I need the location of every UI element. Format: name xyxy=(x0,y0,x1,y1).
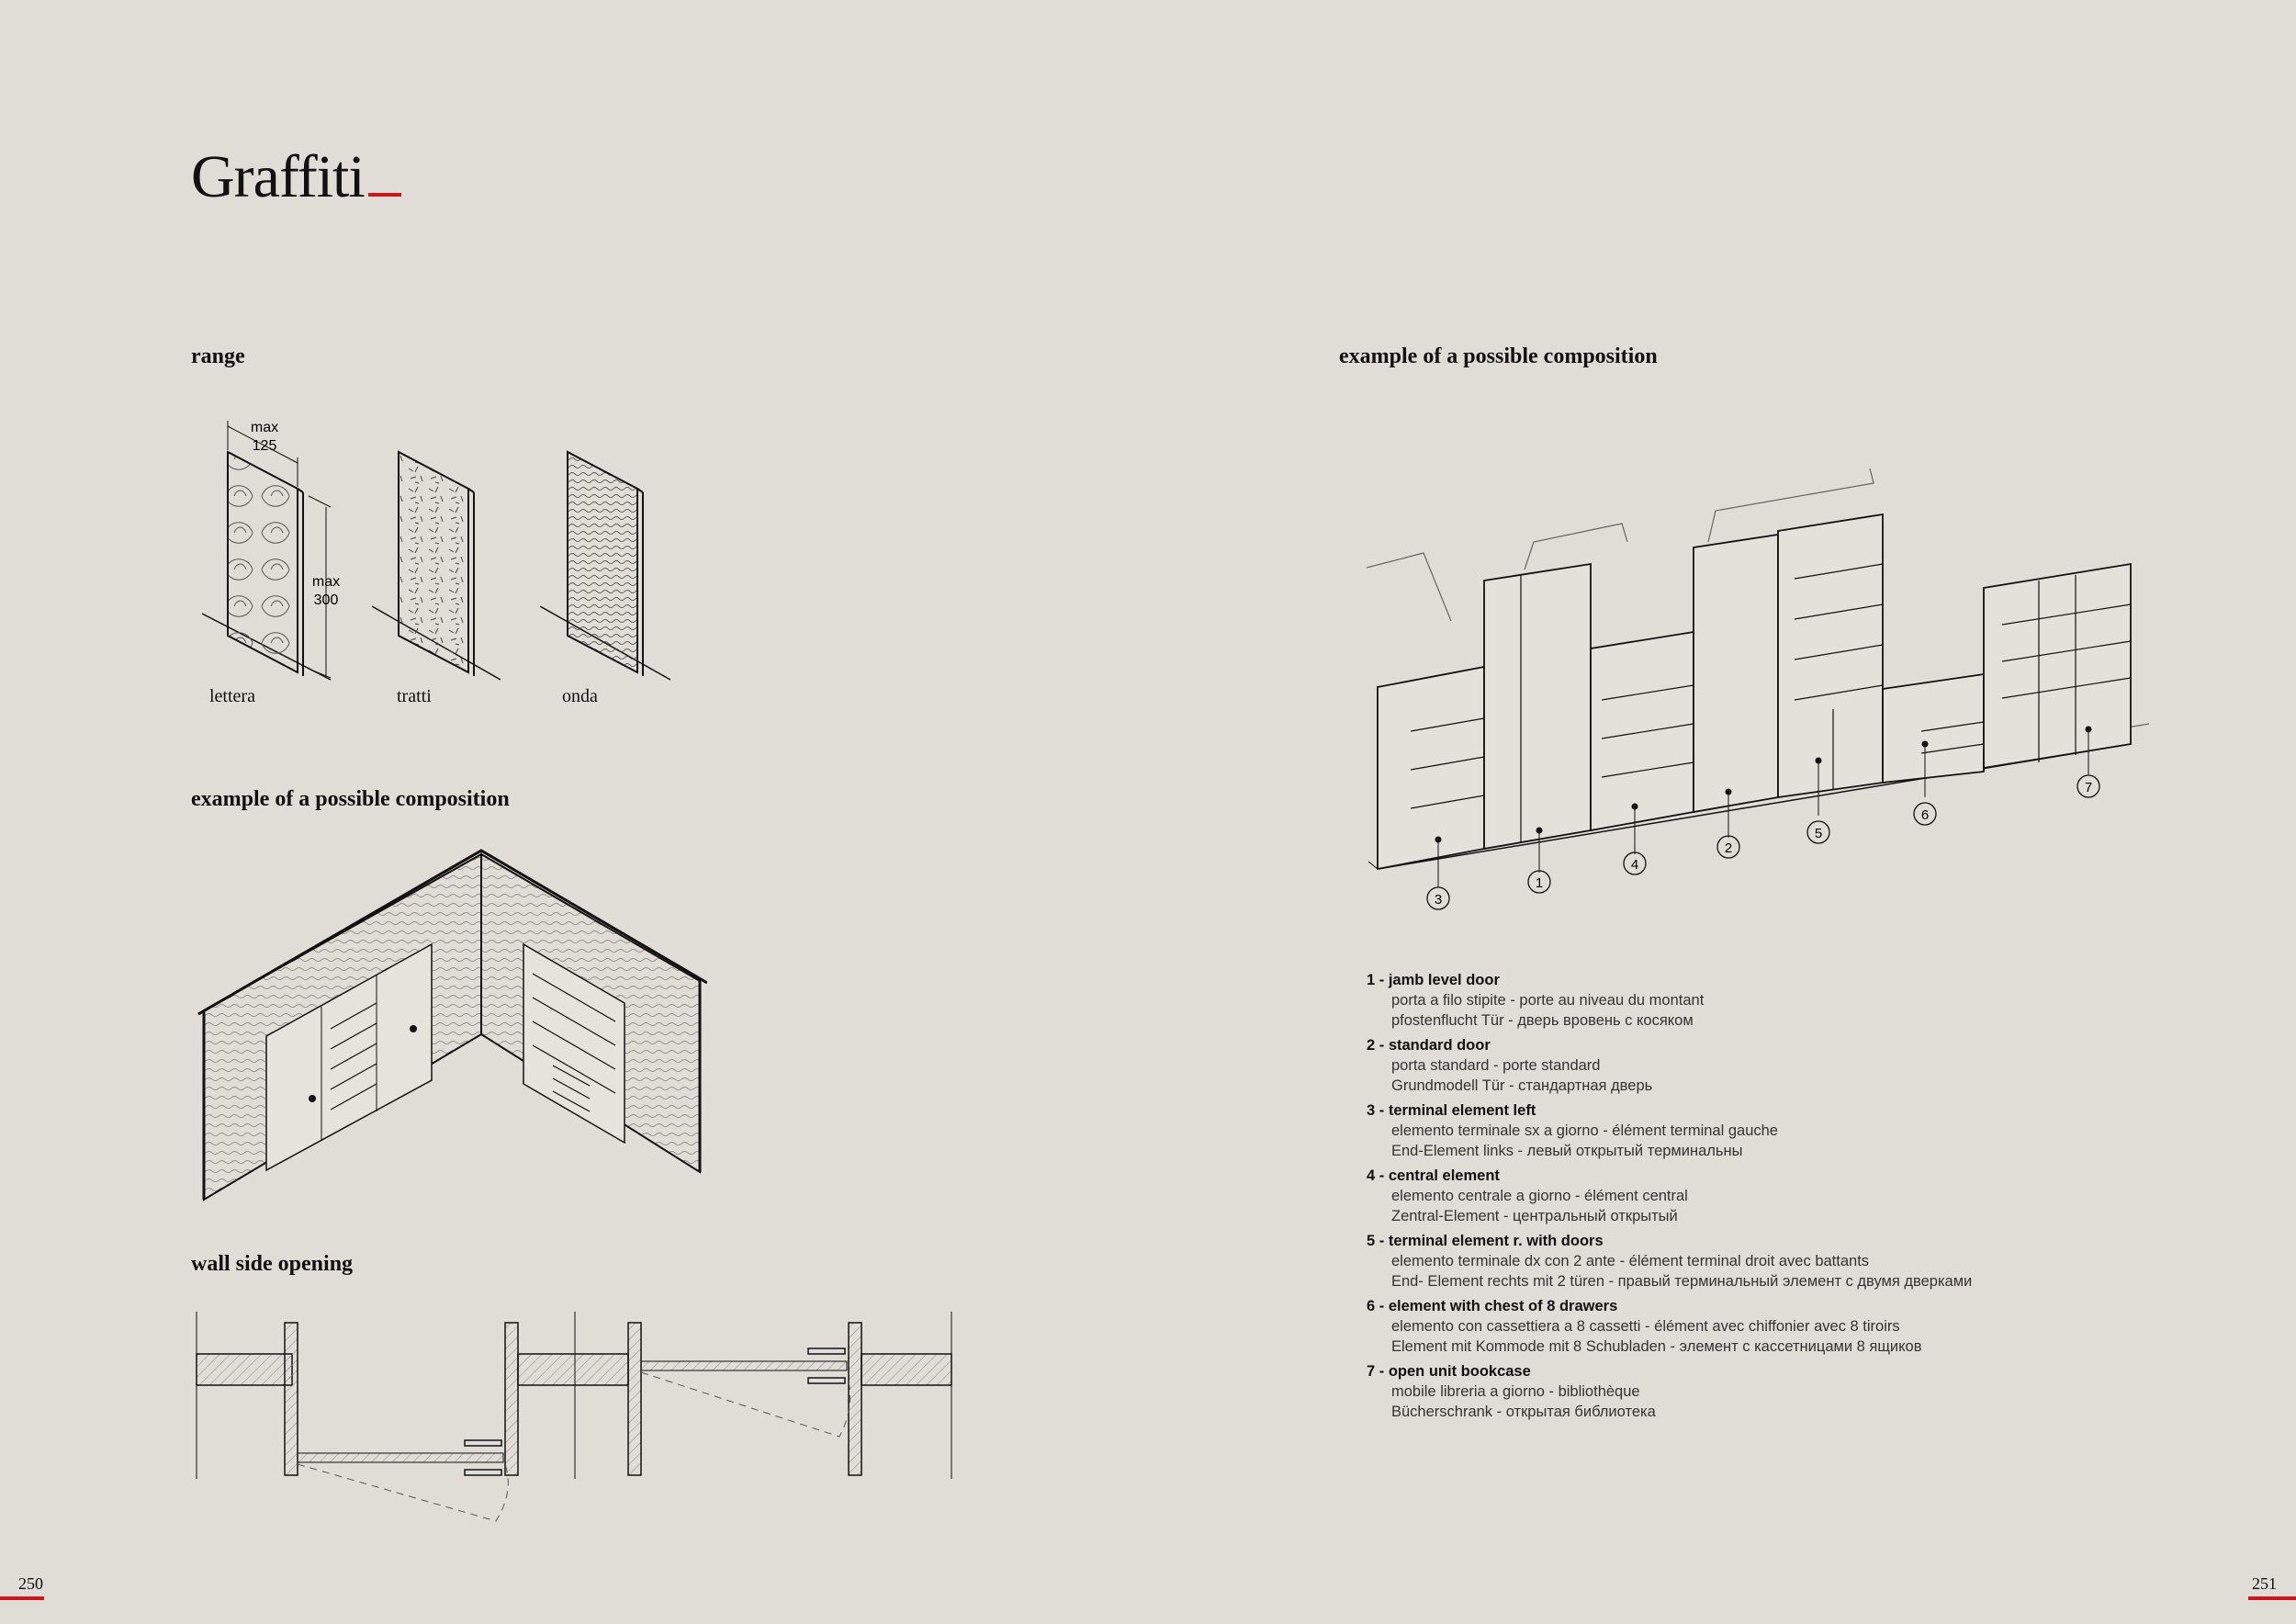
legend-item-line: Element mit Kommode mit 8 Schubladen - элемент с кассетницами 8 ящиков xyxy=(1391,1338,1922,1355)
legend-item-title: 2 - standard door xyxy=(1367,1037,1491,1054)
legend-item-title: 5 - terminal element r. with doors xyxy=(1367,1233,1604,1249)
legend-item xyxy=(1367,1035,2065,1096)
legend-item xyxy=(1367,1166,2065,1226)
composition-legend xyxy=(1367,970,2065,1427)
variant-label-lettera: lettera xyxy=(209,686,255,706)
legend-item-line: elemento centrale a giorno - élément central xyxy=(1391,1188,1688,1204)
legend-item-line: elemento terminale sx a giorno - élément terminal gauche xyxy=(1391,1122,1778,1139)
range-heading: range xyxy=(191,344,245,368)
legend-item xyxy=(1367,970,2065,1031)
legend-item-title: 6 - element with chest of 8 drawers xyxy=(1367,1298,1618,1314)
dim-width-value: 125 xyxy=(252,438,277,454)
variant-label-tratti: tratti xyxy=(397,686,432,706)
panel-tratti xyxy=(399,452,468,672)
legend-item-title: 3 - terminal element left xyxy=(1367,1102,1536,1119)
page-title xyxy=(191,143,401,210)
legend-item xyxy=(1367,1361,2065,1422)
legend-item-title: 4 - central element xyxy=(1367,1167,1500,1184)
legend-item xyxy=(1367,1100,2065,1161)
dim-width-label: max xyxy=(250,420,279,435)
legend-item-line: porta standard - porte standard xyxy=(1391,1057,1601,1074)
legend-item-line: Bücherschrank - открытая библиотека xyxy=(1391,1404,1656,1420)
panel-onda xyxy=(568,452,637,672)
page-number-left-underline xyxy=(0,1596,44,1600)
variant-label-onda: onda xyxy=(562,686,598,706)
legend-item-line: elemento terminale dx con 2 ante - élément terminal droit avec battants xyxy=(1391,1253,1870,1269)
dim-height-label: max xyxy=(311,574,341,590)
panel-lettera xyxy=(228,452,298,672)
page-number-right: 251 xyxy=(2252,1574,2277,1593)
page-number-right-underline xyxy=(2248,1596,2296,1600)
legend-item-title: 1 - jamb level door xyxy=(1367,972,1500,988)
callout-5: 5 xyxy=(1814,826,1823,841)
dim-height-value: 300 xyxy=(313,592,339,608)
legend-item-line: End- Element rechts mit 2 türen - правый терминальный элемент с двумя дверками xyxy=(1391,1273,1973,1290)
legend-item-line: Zentral-Element - центральный открытый xyxy=(1391,1208,1678,1224)
callout-3: 3 xyxy=(1434,892,1443,908)
legend-item xyxy=(1367,1231,2065,1291)
wall-composition-drawing xyxy=(1359,468,2158,928)
callout-4: 4 xyxy=(1630,857,1639,873)
wall-side-opening-drawing xyxy=(193,1308,964,1528)
title-accent-underscore xyxy=(368,193,401,197)
legend-item xyxy=(1367,1296,2065,1357)
legend-item-line: elemento con cassettiera a 8 cassetti - élément avec chiffonier avec 8 tiroirs xyxy=(1391,1318,1900,1335)
title-text: Graffiti xyxy=(191,143,365,210)
corner-composition-drawing xyxy=(193,845,707,1212)
callout-2: 2 xyxy=(1724,840,1733,856)
left-composition-heading: example of a possible composition xyxy=(191,787,510,811)
legend-item-line: End-Element links - левый открытый терминальны xyxy=(1391,1143,1743,1159)
callout-7: 7 xyxy=(2084,780,2093,795)
legend-item-line: porta a filo stipite - porte au niveau du montant xyxy=(1391,992,1705,1009)
legend-item-line: pfostenflucht Tür - дверь вровень с косяком xyxy=(1391,1012,1694,1029)
callout-1: 1 xyxy=(1535,875,1544,891)
range-panels-drawing xyxy=(184,404,698,698)
legend-item-line: Grundmodell Tür - стандартная дверь xyxy=(1391,1077,1653,1094)
wall-side-heading: wall side opening xyxy=(191,1252,354,1276)
legend-item-title: 7 - open unit bookcase xyxy=(1367,1363,1531,1380)
callout-6: 6 xyxy=(1920,807,1930,823)
page-number-left: 250 xyxy=(18,1574,43,1593)
right-composition-heading: example of a possible composition xyxy=(1339,344,1658,368)
legend-item-line: mobile libreria a giorno - bibliothèque xyxy=(1391,1383,1640,1400)
